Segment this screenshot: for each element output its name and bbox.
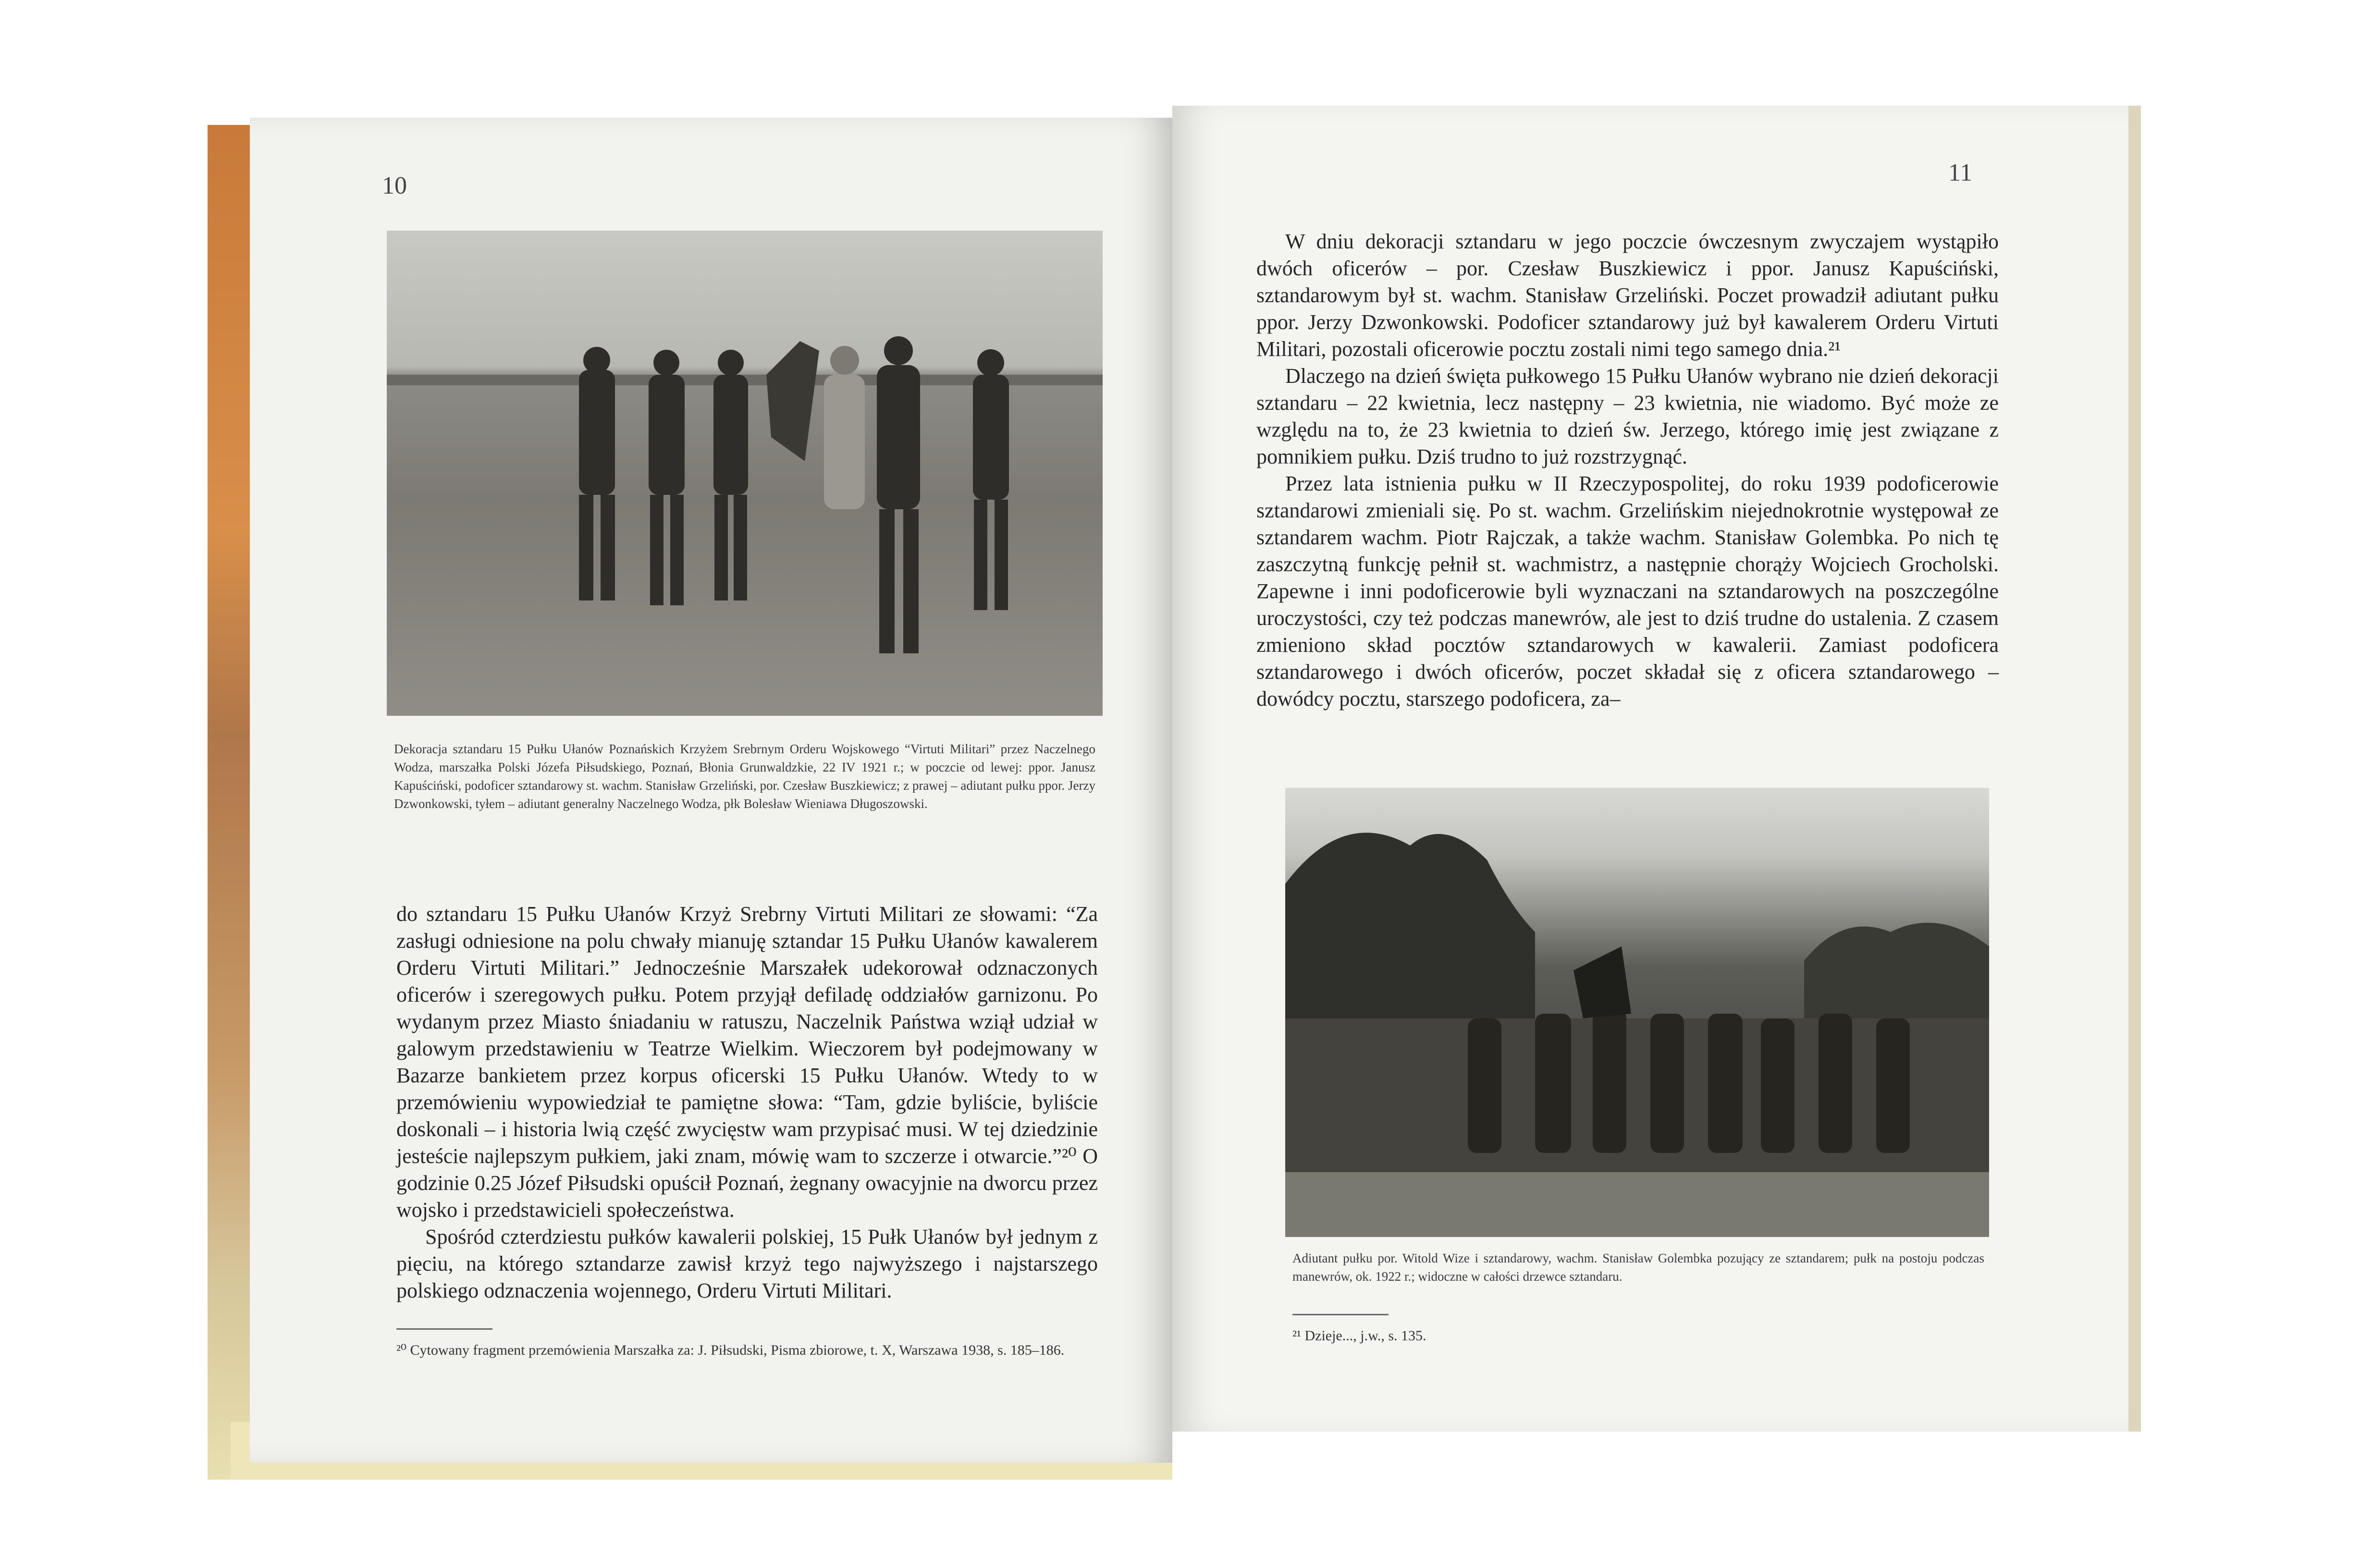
photo-decoration-ceremony: [387, 231, 1103, 716]
photo-trees: [1804, 923, 1989, 1028]
left-page: [250, 118, 1172, 1463]
paragraph: Przez lata istnienia pułku w II Rzeczypospolitej, do roku 1939 podoficerowie sztandarowi zmieniali się. Po st. wachm. Grzelińskim niejednokrotnie występował ze sztandarem wachm. Piotr Rajczak, a także wachm. Stanisław Golembka. Po nich tę zaszczytną funkcję pełnił st. wachmistrz, a następnie chorąży Wojciech Grocholski. Zapewne i inni podoficerowie byli wyznaczani na sztandarowych na poszczególne uroczystości, czy też podczas manewrów, ale jest to dziś trudne do ustalenia. Z czasem zmieniono skład pocztów sztandarowych w kawalerii. Zamiast podoficera sztandarowego i dwóch oficerów, poczet składał się z oficera sztandarowego – dowódcy pocztu, starszego podoficera, za–: [1256, 472, 1999, 710]
page-number: 10: [382, 172, 407, 199]
photo-illustration: [387, 231, 1103, 716]
page-number: 11: [1948, 159, 1973, 186]
paragraph: Spośród czterdziestu pułków kawalerii polskiej, 15 Pułk Ułanów był jednym z pięciu, na którego sztandarze zawisł krzyż tego najwyższego i najstarszego polskiego odznaczenia wojennego, Orderu Virtuti Militari.: [396, 1225, 1098, 1302]
paragraph: Dlaczego na dzień święta pułkowego 15 Pułku Ułanów wybrano nie dzień dekoracji sztandaru – 22 kwietnia, lecz następny – 23 kwietnia, nie wiadomo. Być może ze względu na to, że 23 kwietnia to dzień św. Jerzego, którego imię jest związane z pomnikiem pułku. Dziś trudno to już rozstrzygnąć.: [1256, 364, 1999, 468]
footnote-rule: [396, 1328, 492, 1330]
paragraph: W dniu dekoracji sztandaru w jego poczcie ówczesnym zwyczajem wystąpiło dwóch oficerów – por. Czesław Buszkiewicz i ppor. Janusz Kapuściński, sztandarowym był st. wachm. Stanisław Grzeliński. Poczet prowadził adiutant pułku ppor. Jerzy Dzwonkowski. Podoficer sztandarowy już był kawalerem Orderu Virtuti Militari, pozostali oficerowie pocztu zostali nimi tego samego dnia.²¹: [1256, 230, 1999, 361]
photo-caption: Adiutant pułku por. Witold Wize i sztandarowy, wachm. Stanisław Golembka pozujący ze sztandarem; pułk na postoju podczas manewrów, ok. 1922 r.; widoczne w całości drzewce sztandaru.: [1292, 1251, 1984, 1284]
body-text: [1256, 228, 1999, 712]
photo-regiment-camp: [1285, 788, 1989, 1237]
photo-trees: [1285, 833, 1535, 1028]
paragraph: do sztandaru 15 Pułku Ułanów Krzyż Srebrny Virtuti Militari ze słowami: “Za zasługi odniesione na polu chwały mianuję sztandar 15 Pułku Ułanów kawalerem Orderu Virtuti Militari.” Jednocześnie Marszałek udekorował odznaczonych oficerów i szeregowych pułku. Potem przyjął defiladę oddziałów garnizonu. Po wydanym przez Miasto śniadaniu w ratuszu, Naczelnik Państwa wziął udział w galowym przedstawieniu w Teatrze Wielkim. Wieczorem był podejmowany w Bazarze bankietem przez korpus oficerski 15 Pułku Ułanów. Wtedy to w przemówieniu wypowiedział te pamiętne słowa: “Tam, gdzie byliście, byliście doskonali – i historia lwią część zwycięstw wam przypisać musi. W tej dziedzinie jesteście najlepszym pułkiem, jaki znam, mówię wam to szczerze i otwarcie.”²⁰ O godzinie 0.25 Józef Piłsudski opuścił Poznań, żegnany owacyjnie na dworcu przez wojsko i przedstawicieli społeczeństwa.: [396, 902, 1098, 1222]
body-text: [396, 901, 1098, 1304]
footnote: ²¹ Dzieje..., j.w., s. 135.: [1292, 1328, 1426, 1344]
right-page: [1172, 106, 2141, 1432]
photo-illustration: [1285, 788, 1989, 1237]
photo-ground: [1285, 1172, 1989, 1237]
photo-banner: [1573, 946, 1631, 1018]
photo-caption: Dekoracja sztandaru 15 Pułku Ułanów Poznańskich Krzyżem Srebrnym Orderu Wojskowego “Virtuti Militari” przez Naczelnego Wodza, marszałka Polski Józefa Piłsudskiego, Poznań, Błonia Grunwaldzkie, 22 IV 1921 r.; w poczcie od lewej: ppor. Janusz Kapuściński, podoficer sztandarowy st. wachm. Stanisław Grzeliński, por. Czesław Buszkiewicz; z prawej – adiutant pułku ppor. Jerzy Dzwonkowski, tyłem – adiutant generalny Naczelnego Wodza, płk Bolesław Wieniawa Długoszowski.: [394, 742, 1095, 811]
footnote: ²⁰ Cytowany fragment przemówienia Marszałka za: J. Piłsudski, Pisma zbiorowe, t. X, Warszawa 1938, s. 185–186.: [396, 1342, 1065, 1358]
footnote-rule: [1292, 1314, 1389, 1315]
